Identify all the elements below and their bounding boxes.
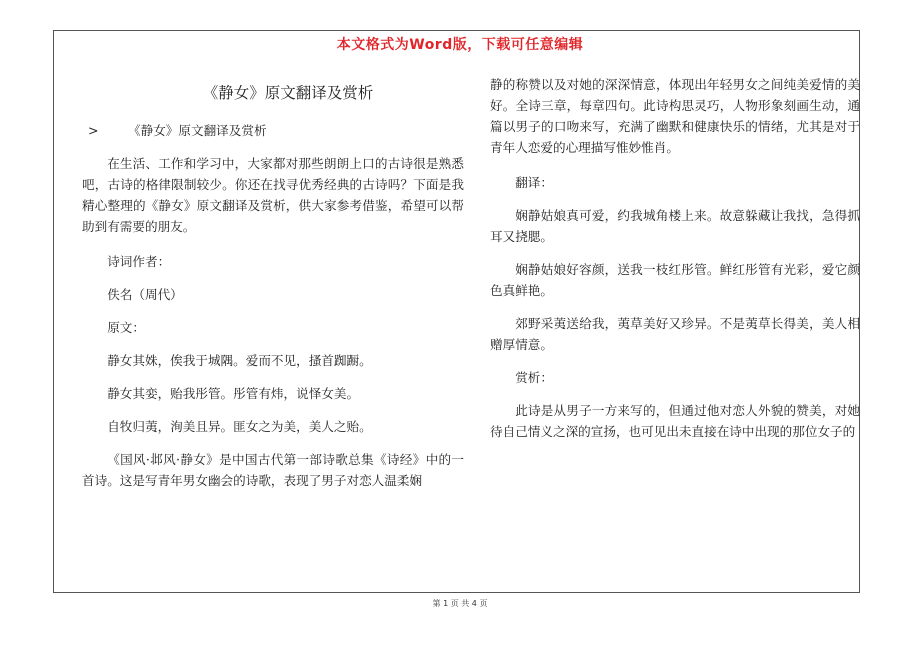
document-title: 《静女》原文翻译及赏析 [202, 84, 374, 102]
translation-stanza-2: 娴静姑娘好容颜，送我一枝红彤管。鲜红彤管有光彩，爱它颜色真鲜艳。 [490, 262, 860, 298]
translation-label: 翻译： [515, 175, 553, 190]
poem-background-paragraph: 《国风·邶风·静女》是中国古代第一部诗歌总集《诗经》中的一首诗。这是写青年男女幽会的诗歌，表现了男子对恋人温柔娴 [82, 452, 464, 488]
bullet-arrow-icon: > [88, 123, 99, 138]
poem-stanza-1: 静女其姝，俟我于城隅。爱而不见，搔首踟蹰。 [107, 353, 372, 368]
appreciation-label: 赏析： [515, 370, 553, 385]
page-number: 第 1 页 共 4 页 [432, 599, 488, 608]
intro-paragraph: 在生活、工作和学习中，大家都对那些朗朗上口的古诗很是熟悉吧，古诗的格律限制较少。你还在找寻优秀经典的古诗吗？下面是我精心整理的《静女》原文翻译及赏析，供大家参考借鉴，希望可以帮助到有需要的朋友。 [82, 156, 464, 234]
appreciation-paragraph: 此诗是从男子一方来写的，但通过他对恋人外貌的赞美，对她待自己情义之深的宣扬，也可见出未直接在诗中出现的那位女子的 [490, 403, 860, 439]
translation-stanza-3: 郊野采荑送给我，荑草美好又珍异。不是荑草长得美，美人相赠厚情意。 [490, 316, 860, 352]
bullet-heading [82, 120, 464, 141]
poem-stanza-2: 静女其娈，贻我彤管。彤管有炜，说怿女美。 [107, 386, 360, 401]
original-text-label: 原文： [107, 320, 145, 335]
author-name: 佚名（周代） [107, 287, 183, 302]
poem-stanza-3: 自牧归荑，洵美且异。匪女之为美，美人之贻。 [107, 419, 372, 434]
left-column [82, 74, 464, 505]
author-label: 诗词作者： [107, 254, 171, 269]
word-format-banner: 本文格式为Word版，下载可任意编辑 [336, 37, 584, 53]
poem-analysis-continued: 静的称赞以及对她的深深情意，体现出年轻男女之间纯美爱情的美好。全诗三章，每章四句。此诗构思灵巧，人物形象刻画生动，通篇以男子的口吻来写，充满了幽默和健康快乐的情绪，尤其是对于青年人恋爱的心理描写惟妙惟肖。 [490, 77, 860, 155]
right-column [490, 74, 860, 456]
bullet-heading-text: 《静女》原文翻译及赏析 [128, 123, 267, 138]
translation-stanza-1: 娴静姑娘真可爱，约我城角楼上来。故意躲藏让我找，急得抓耳又挠腮。 [490, 208, 860, 244]
